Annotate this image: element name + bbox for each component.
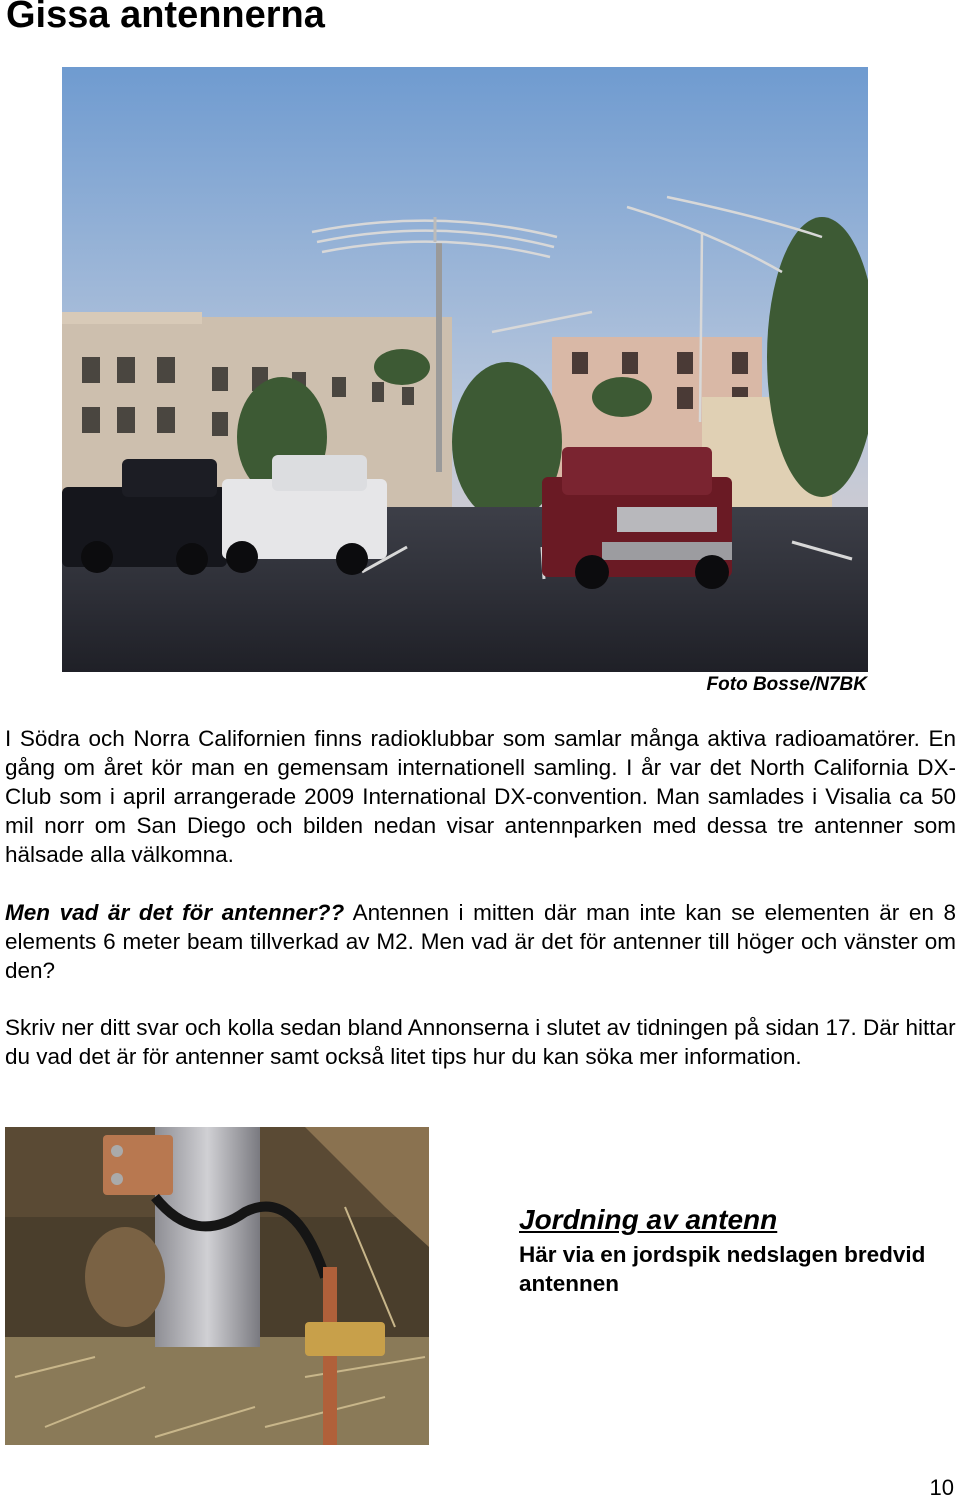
question-text: Men vad är det för antenner?? <box>5 900 345 925</box>
photo-caption: Foto Bosse/N7BK <box>706 674 867 695</box>
question-body: Antennen i mitten där man inte kan se elementen är en 8 elements 6 meter beam tillverkad av M2. Men vad är det för antenner till höger och vänster om den? <box>5 900 956 983</box>
paragraph-intro: I Södra och Norra Californien finns radioklubbar som samlar många aktiva radioamatörer. En gång om året kör man en gemensam internationell samling. I år var det North California DX-Club som i april arrangerade 2009 International DX-convention. Man samlades i Visalia ca 50 mil norr om San Diego och bilden nedan visar antennparken med dessa tre antenner som hälsade alla välkomna. <box>5 726 956 867</box>
page-title: Gissa antennerna <box>6 0 325 36</box>
grounding-text: Här via en jordspik nedslagen bredvid antennen <box>519 1242 926 1296</box>
paragraph-question <box>5 898 956 985</box>
grounding-title: Jordning av antenn <box>519 1204 778 1235</box>
paragraph-instructions: Skriv ner ditt svar och kolla sedan bland Annonserna i slutet av tidningen på sidan 17. Där hittar du vad det är för antenner samt också litet tips hur du kan söka mer information. <box>5 1015 956 1069</box>
antenna-park-photo <box>62 67 868 672</box>
grounding-photo <box>5 1127 429 1445</box>
page-number: 10 <box>929 1475 954 1500</box>
